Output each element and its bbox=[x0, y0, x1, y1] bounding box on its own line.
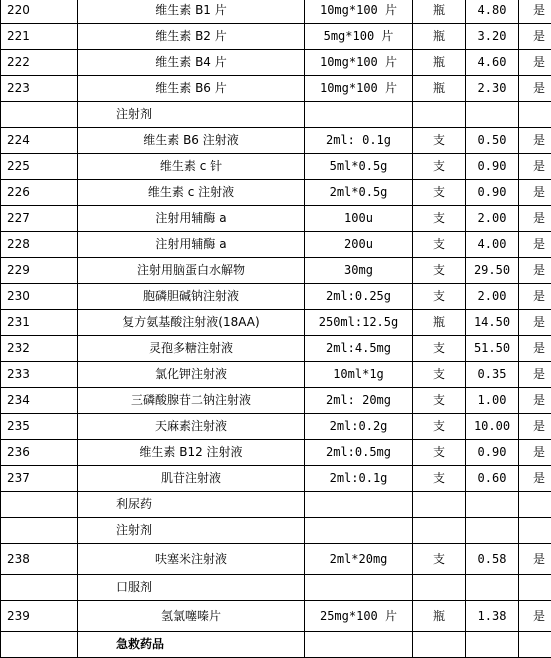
section-label: 注射剂 bbox=[78, 518, 305, 544]
drug-name-cell: 复方氨基酸注射液(18AA) bbox=[78, 310, 305, 336]
flag-cell: 是 bbox=[519, 310, 551, 336]
drug-name-cell: 肌苷注射液 bbox=[78, 466, 305, 492]
empty-cell bbox=[519, 575, 551, 601]
price-cell: 51.50 bbox=[466, 336, 519, 362]
specification-cell: 250ml:12.5g bbox=[305, 310, 413, 336]
price-cell: 2.00 bbox=[466, 284, 519, 310]
table-row bbox=[1, 284, 551, 310]
item-number-cell: 232 bbox=[1, 336, 78, 362]
section-header-row bbox=[1, 632, 551, 658]
price-cell: 2.00 bbox=[466, 206, 519, 232]
empty-cell bbox=[413, 102, 466, 128]
table-row bbox=[1, 414, 551, 440]
item-number-cell: 236 bbox=[1, 440, 78, 466]
flag-cell: 是 bbox=[519, 128, 551, 154]
price-cell: 1.00 bbox=[466, 388, 519, 414]
unit-cell: 支 bbox=[413, 180, 466, 206]
empty-cell bbox=[413, 575, 466, 601]
empty-cell bbox=[305, 102, 413, 128]
unit-cell: 支 bbox=[413, 544, 466, 575]
specification-cell: 25mg*100 片 bbox=[305, 601, 413, 632]
specification-cell: 100u bbox=[305, 206, 413, 232]
specification-cell: 2ml:0.2g bbox=[305, 414, 413, 440]
drug-name-cell: 维生素 B6 注射液 bbox=[78, 128, 305, 154]
empty-cell bbox=[466, 492, 519, 518]
unit-cell: 瓶 bbox=[413, 76, 466, 102]
table-row bbox=[1, 440, 551, 466]
empty-cell bbox=[413, 492, 466, 518]
empty-cell bbox=[305, 632, 413, 658]
specification-cell: 5mg*100 片 bbox=[305, 24, 413, 50]
specification-cell: 2ml*20mg bbox=[305, 544, 413, 575]
section-label: 口服剂 bbox=[78, 575, 305, 601]
section-label: 注射剂 bbox=[78, 102, 305, 128]
drug-name-cell: 注射用脑蛋白水解物 bbox=[78, 258, 305, 284]
unit-cell: 支 bbox=[413, 128, 466, 154]
specification-cell: 200u bbox=[305, 232, 413, 258]
item-number-cell: 228 bbox=[1, 232, 78, 258]
unit-cell: 支 bbox=[413, 362, 466, 388]
unit-cell: 瓶 bbox=[413, 50, 466, 76]
specification-cell: 2ml: 0.1g bbox=[305, 128, 413, 154]
price-cell: 0.60 bbox=[466, 466, 519, 492]
section-header-row bbox=[1, 518, 551, 544]
unit-cell: 支 bbox=[413, 336, 466, 362]
unit-cell: 支 bbox=[413, 232, 466, 258]
price-cell: 4.00 bbox=[466, 232, 519, 258]
flag-cell: 是 bbox=[519, 601, 551, 632]
unit-cell: 瓶 bbox=[413, 601, 466, 632]
specification-cell: 10mg*100 片 bbox=[305, 76, 413, 102]
empty-cell bbox=[519, 102, 551, 128]
section-header-row bbox=[1, 492, 551, 518]
price-cell: 3.20 bbox=[466, 24, 519, 50]
section-label: 急救药品 bbox=[78, 632, 305, 658]
empty-cell bbox=[1, 518, 78, 544]
drug-name-cell: 维生素 B6 片 bbox=[78, 76, 305, 102]
unit-cell: 支 bbox=[413, 440, 466, 466]
item-number-cell: 231 bbox=[1, 310, 78, 336]
flag-cell: 是 bbox=[519, 440, 551, 466]
item-number-cell: 224 bbox=[1, 128, 78, 154]
item-number-cell: 235 bbox=[1, 414, 78, 440]
price-cell: 4.60 bbox=[466, 50, 519, 76]
empty-cell bbox=[1, 102, 78, 128]
item-number-cell: 221 bbox=[1, 24, 78, 50]
price-cell: 2.30 bbox=[466, 76, 519, 102]
flag-cell: 是 bbox=[519, 206, 551, 232]
price-cell: 0.50 bbox=[466, 128, 519, 154]
price-cell: 0.90 bbox=[466, 154, 519, 180]
item-number-cell: 237 bbox=[1, 466, 78, 492]
flag-cell: 是 bbox=[519, 466, 551, 492]
empty-cell bbox=[519, 518, 551, 544]
drug-name-cell: 天麻素注射液 bbox=[78, 414, 305, 440]
drug-name-cell: 呋塞米注射液 bbox=[78, 544, 305, 575]
specification-cell: 10ml*1g bbox=[305, 362, 413, 388]
unit-cell: 瓶 bbox=[413, 24, 466, 50]
drug-name-cell: 氢氯噻嗪片 bbox=[78, 601, 305, 632]
table-body bbox=[1, 0, 551, 658]
flag-cell: 是 bbox=[519, 154, 551, 180]
empty-cell bbox=[305, 575, 413, 601]
specification-cell: 2ml:4.5mg bbox=[305, 336, 413, 362]
flag-cell: 是 bbox=[519, 258, 551, 284]
empty-cell bbox=[519, 492, 551, 518]
section-label: 利尿药 bbox=[78, 492, 305, 518]
drug-name-cell: 氯化钾注射液 bbox=[78, 362, 305, 388]
flag-cell: 是 bbox=[519, 180, 551, 206]
table-row bbox=[1, 180, 551, 206]
section-header-row bbox=[1, 575, 551, 601]
price-cell: 4.80 bbox=[466, 0, 519, 24]
drug-name-cell: 维生素 B1 片 bbox=[78, 0, 305, 24]
specification-cell: 10mg*100 片 bbox=[305, 0, 413, 24]
drug-name-cell: 维生素 B4 片 bbox=[78, 50, 305, 76]
specification-cell: 2ml:0.5mg bbox=[305, 440, 413, 466]
table-row bbox=[1, 601, 551, 632]
unit-cell: 支 bbox=[413, 206, 466, 232]
table-row bbox=[1, 336, 551, 362]
specification-cell: 5ml*0.5g bbox=[305, 154, 413, 180]
drug-name-cell: 注射用辅酶 a bbox=[78, 206, 305, 232]
empty-cell bbox=[305, 492, 413, 518]
unit-cell: 支 bbox=[413, 466, 466, 492]
empty-cell bbox=[466, 632, 519, 658]
flag-cell: 是 bbox=[519, 414, 551, 440]
drug-name-cell: 胞磷胆碱钠注射液 bbox=[78, 284, 305, 310]
specification-cell: 2ml*0.5g bbox=[305, 180, 413, 206]
empty-cell bbox=[305, 518, 413, 544]
table-row bbox=[1, 76, 551, 102]
drug-name-cell: 注射用辅酶 a bbox=[78, 232, 305, 258]
flag-cell: 是 bbox=[519, 0, 551, 24]
flag-cell: 是 bbox=[519, 50, 551, 76]
price-cell: 0.58 bbox=[466, 544, 519, 575]
item-number-cell: 230 bbox=[1, 284, 78, 310]
specification-cell: 2ml:0.25g bbox=[305, 284, 413, 310]
item-number-cell: 234 bbox=[1, 388, 78, 414]
flag-cell: 是 bbox=[519, 336, 551, 362]
empty-cell bbox=[413, 518, 466, 544]
unit-cell: 瓶 bbox=[413, 0, 466, 24]
item-number-cell: 233 bbox=[1, 362, 78, 388]
empty-cell bbox=[1, 575, 78, 601]
table-row bbox=[1, 362, 551, 388]
unit-cell: 支 bbox=[413, 388, 466, 414]
specification-cell: 10mg*100 片 bbox=[305, 50, 413, 76]
flag-cell: 是 bbox=[519, 24, 551, 50]
table-row bbox=[1, 206, 551, 232]
price-cell: 29.50 bbox=[466, 258, 519, 284]
unit-cell: 瓶 bbox=[413, 310, 466, 336]
table-row bbox=[1, 0, 551, 24]
item-number-cell: 229 bbox=[1, 258, 78, 284]
item-number-cell: 227 bbox=[1, 206, 78, 232]
table-row bbox=[1, 466, 551, 492]
price-cell: 0.35 bbox=[466, 362, 519, 388]
flag-cell: 是 bbox=[519, 544, 551, 575]
table-row bbox=[1, 24, 551, 50]
empty-cell bbox=[519, 632, 551, 658]
table-row bbox=[1, 544, 551, 575]
empty-cell bbox=[466, 575, 519, 601]
table-row bbox=[1, 154, 551, 180]
item-number-cell: 220 bbox=[1, 0, 78, 24]
table-row bbox=[1, 50, 551, 76]
flag-cell: 是 bbox=[519, 232, 551, 258]
table-row bbox=[1, 232, 551, 258]
drug-name-cell: 灵孢多糖注射液 bbox=[78, 336, 305, 362]
table-row bbox=[1, 258, 551, 284]
item-number-cell: 223 bbox=[1, 76, 78, 102]
specification-cell: 30mg bbox=[305, 258, 413, 284]
unit-cell: 支 bbox=[413, 258, 466, 284]
unit-cell: 支 bbox=[413, 284, 466, 310]
drug-name-cell: 维生素 B12 注射液 bbox=[78, 440, 305, 466]
item-number-cell: 226 bbox=[1, 180, 78, 206]
price-cell: 0.90 bbox=[466, 440, 519, 466]
price-cell: 0.90 bbox=[466, 180, 519, 206]
price-cell: 1.38 bbox=[466, 601, 519, 632]
table-row bbox=[1, 310, 551, 336]
drug-name-cell: 维生素 c 针 bbox=[78, 154, 305, 180]
drug-name-cell: 维生素 B2 片 bbox=[78, 24, 305, 50]
empty-cell bbox=[413, 632, 466, 658]
table-row bbox=[1, 128, 551, 154]
flag-cell: 是 bbox=[519, 388, 551, 414]
item-number-cell: 222 bbox=[1, 50, 78, 76]
empty-cell bbox=[1, 492, 78, 518]
empty-cell bbox=[466, 102, 519, 128]
item-number-cell: 239 bbox=[1, 601, 78, 632]
table-row bbox=[1, 388, 551, 414]
specification-cell: 2ml:0.1g bbox=[305, 466, 413, 492]
section-header-row bbox=[1, 102, 551, 128]
drug-name-cell: 三磷酸腺苷二钠注射液 bbox=[78, 388, 305, 414]
flag-cell: 是 bbox=[519, 76, 551, 102]
price-cell: 14.50 bbox=[466, 310, 519, 336]
drug-name-cell: 维生素 c 注射液 bbox=[78, 180, 305, 206]
item-number-cell: 225 bbox=[1, 154, 78, 180]
item-number-cell: 238 bbox=[1, 544, 78, 575]
unit-cell: 支 bbox=[413, 414, 466, 440]
unit-cell: 支 bbox=[413, 154, 466, 180]
empty-cell bbox=[1, 632, 78, 658]
flag-cell: 是 bbox=[519, 362, 551, 388]
specification-cell: 2ml: 20mg bbox=[305, 388, 413, 414]
empty-cell bbox=[466, 518, 519, 544]
flag-cell: 是 bbox=[519, 284, 551, 310]
price-cell: 10.00 bbox=[466, 414, 519, 440]
